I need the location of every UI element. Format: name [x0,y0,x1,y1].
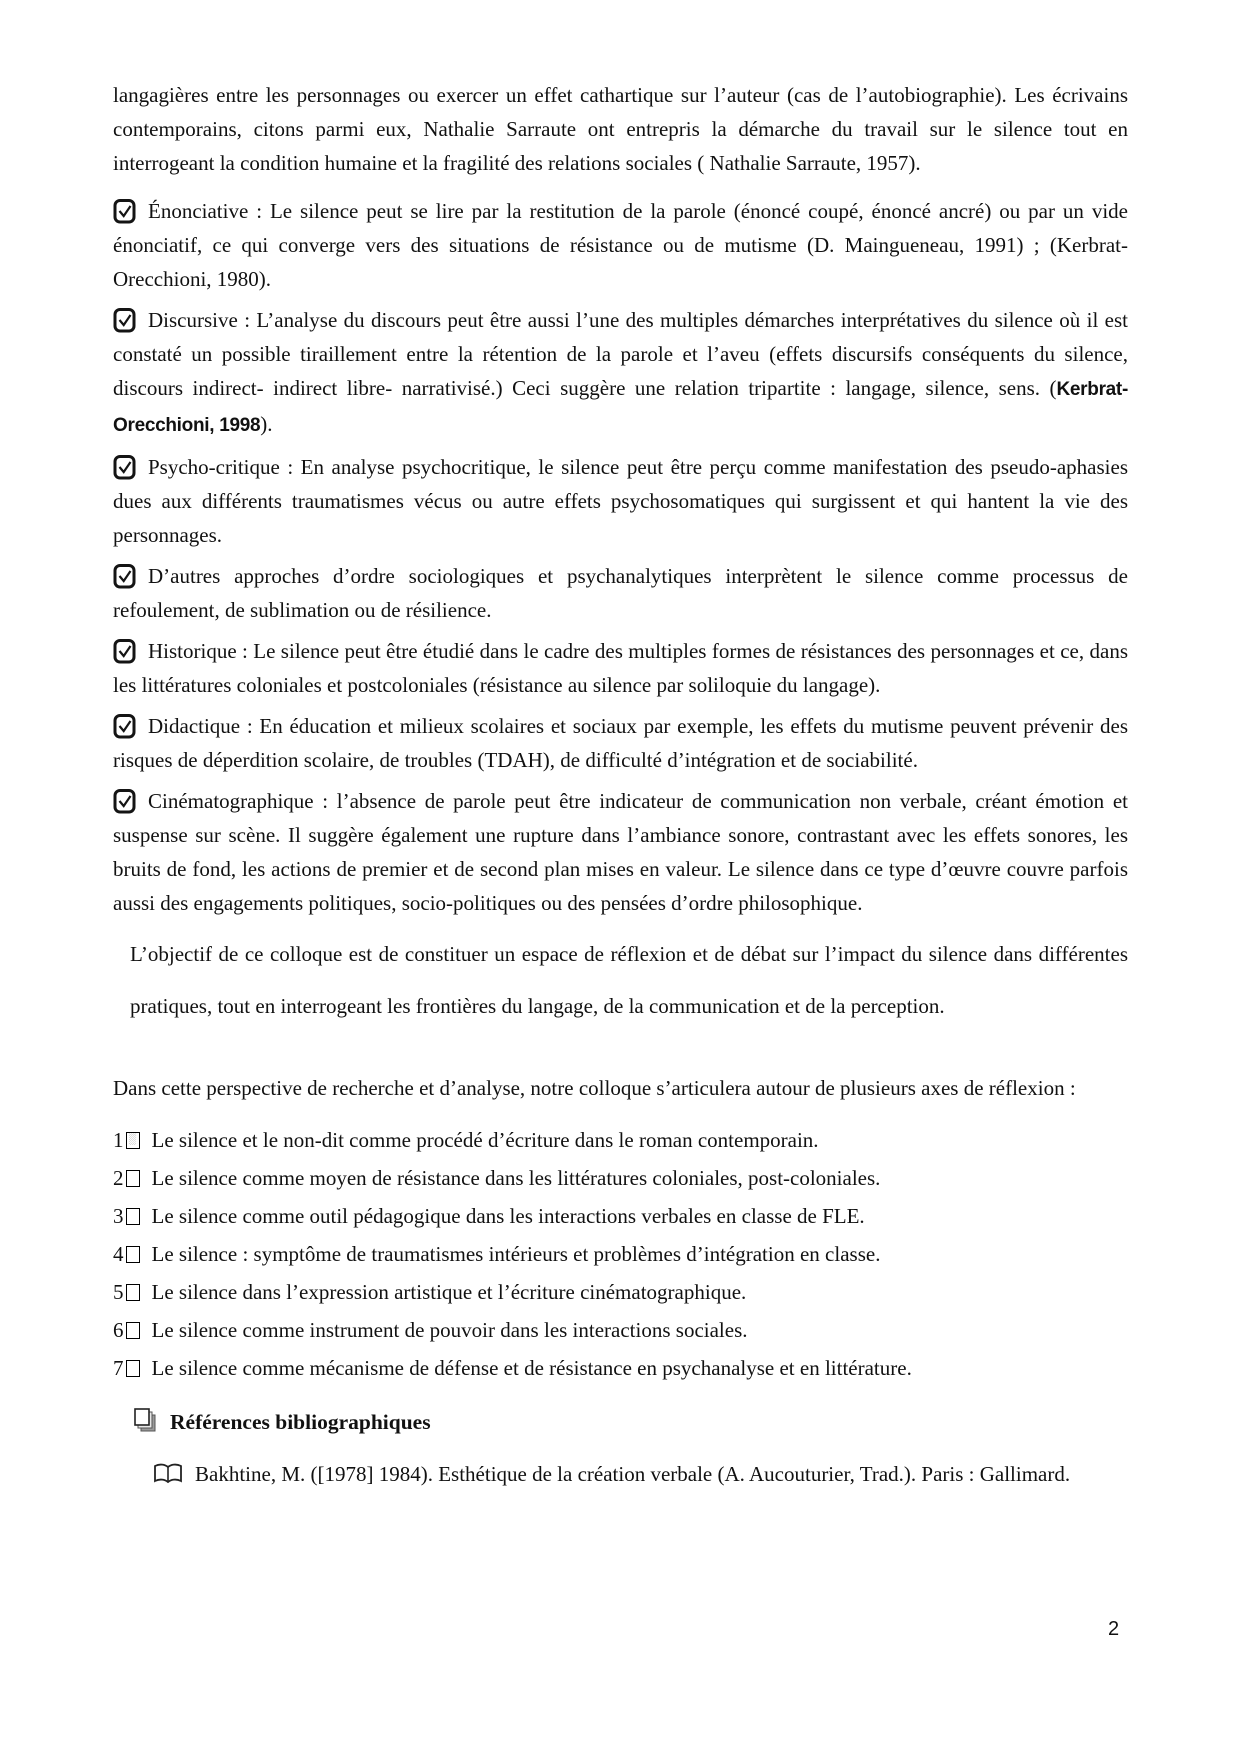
approach-paragraph-historique [113,634,1128,702]
approach-text: Historique : Le silence peut être étudié dans le cadre des multiples formes de résistances des personnages et ce, dans les littératures coloniales et postcoloniales (résistance au silence par soliloquie du langage). [113,639,1128,697]
axes-list [113,1121,1128,1387]
checked-checkbox-icon [113,197,136,224]
page-number: 2 [1108,1618,1120,1640]
axis-item [113,1349,1128,1387]
axis-number: 5 [113,1280,124,1304]
approach-text: Énonciative : Le silence peut se lire par la restitution de la parole (énoncé coupé, énoncé ancré) ou par un vide énonciatif, ce qui converge vers des situations de résistance ou de mutisme (D. Maingueneau, 1991) ; (Kerbrat-Orecchioni, 1980). [113,199,1128,291]
axes-intro-paragraph: Dans cette perspective de recherche et d’analyse, notre colloque s’articulera autour de plusieurs axes de réflexion : [113,1076,1076,1100]
approach-paragraph-cinematographique [113,784,1128,920]
reference-entry-text: Bakhtine, M. ([1978] 1984). Esthétique de la création verbale (A. Aucouturier, Trad.). Paris : Gallimard. [195,1462,1071,1486]
approach-paragraph-psychocritique [113,450,1128,552]
missing-glyph-box-icon [126,1360,140,1377]
approach-paragraph-discursive [113,303,1128,443]
missing-glyph-box-icon [126,1322,140,1339]
axis-text: Le silence dans l’expression artistique et l’écriture cinématographique. [151,1280,747,1304]
approach-text: Didactique : En éducation et milieux scolaires et sociaux par exemple, les effets du mutisme peuvent prévenir des risques de déperdition scolaire, de troubles (TDAH), de difficulté d’intégration et de sociabilité. [113,714,1128,772]
missing-glyph-tofu-icon: ░ [126,1132,140,1149]
approach-text-suffix: ). [260,412,273,436]
reference-entry [113,1457,1128,1496]
objective-paragraph: L’objectif de ce colloque est de constituer un espace de réflexion et de débat sur l’impact du silence dans différentes pratiques, tout en interrogeant les frontières du langage, de la communication et de la perception. [130,942,1128,1018]
approach-paragraph-didactique [113,709,1128,777]
checked-checkbox-icon [113,306,136,333]
checked-checkbox-icon [113,453,136,480]
axis-item [113,1159,1128,1197]
citation-bold: Kerbrat-Orecchioni, 1998 [113,379,1128,436]
missing-glyph-box-icon [126,1246,140,1263]
open-book-icon [133,1461,183,1496]
axis-text: Le silence comme moyen de résistance dans les littératures coloniales, post-coloniales. [151,1166,881,1190]
axis-text: Le silence comme mécanisme de défense et de résistance en psychanalyse et en littérature. [151,1356,912,1380]
axis-item [113,1311,1128,1349]
axis-number: 2 [113,1166,124,1190]
checked-checkbox-icon [113,787,136,814]
approach-text: Discursive : L’analyse du discours peut être aussi l’une des multiples démarches interprétatives du silence où il est constaté un possible tiraillement entre la rétention de la parole et l’aveu (effets discursifs conséquents du silence, discours indirect- indirect libre- narrativisé.) Ceci suggère une relation tripartite : langage, silence, sens. ( [113,308,1128,400]
approach-text: Psycho-critique : En analyse psychocritique, le silence peut être perçu comme manifestation des pseudo-aphasies dues aux différents traumatismes vécus ou autre effets psychosomatiques qui surgissent et qui hantent la vie des personnages. [113,455,1128,547]
stacked-pages-icon [133,1407,158,1445]
axis-item [113,1121,1128,1159]
axis-number: 7 [113,1356,124,1380]
intro-paragraph: langagières entre les personnages ou exercer un effet cathartique sur l’auteur (cas de l’autobiographie). Les écrivains contemporains, citons parmi eux, Nathalie Sarraute ont entrepris la démarche du travail sur le silence tout en interrogeant la condition humaine et la fragilité des relations sociales ( Nathalie Sarraute, 1957). [113,83,1128,175]
axis-number: 3 [113,1204,124,1228]
references-heading-text: Références bibliographiques [170,1410,431,1434]
axis-number: 1 [113,1128,124,1152]
approach-text: Cinématographique : l’absence de parole peut être indicateur de communication non verbale, créant émotion et suspense sur scène. Il suggère également une rupture dans l’ambiance sonore, contrastant avec les effets sonores, les bruits de fond, les actions de premier et de second plan mises en valeur. Le silence dans ce type d’œuvre couvre parfois aussi des engagements politiques, socio-politiques ou des pensées d’ordre philosophique. [113,789,1128,915]
references-heading [113,1403,1128,1445]
checked-checkbox-icon [113,712,136,739]
approach-text: D’autres approches d’ordre sociologiques et psychanalytiques interprètent le silence comme processus de refoulement, de sublimation ou de résilience. [113,564,1128,622]
axis-number: 4 [113,1242,124,1266]
checked-checkbox-icon [113,562,136,589]
axis-text: Le silence comme outil pédagogique dans les interactions verbales en classe de FLE. [151,1204,865,1228]
axis-text: Le silence : symptôme de traumatismes intérieurs et problèmes d’intégration en classe. [151,1242,881,1266]
checked-checkbox-icon [113,637,136,664]
missing-glyph-box-icon [126,1284,140,1301]
axis-text: Le silence et le non-dit comme procédé d’écriture dans le roman contemporain. [151,1128,819,1152]
axis-item [113,1273,1128,1311]
axis-text: Le silence comme instrument de pouvoir dans les interactions sociales. [151,1318,748,1342]
approach-paragraph-autres [113,559,1128,627]
missing-glyph-box-icon [126,1208,140,1225]
missing-glyph-box-icon [126,1170,140,1187]
axis-item [113,1235,1128,1273]
axis-number: 6 [113,1318,124,1342]
approach-paragraph-enonciative [113,194,1128,296]
axis-item [113,1197,1128,1235]
